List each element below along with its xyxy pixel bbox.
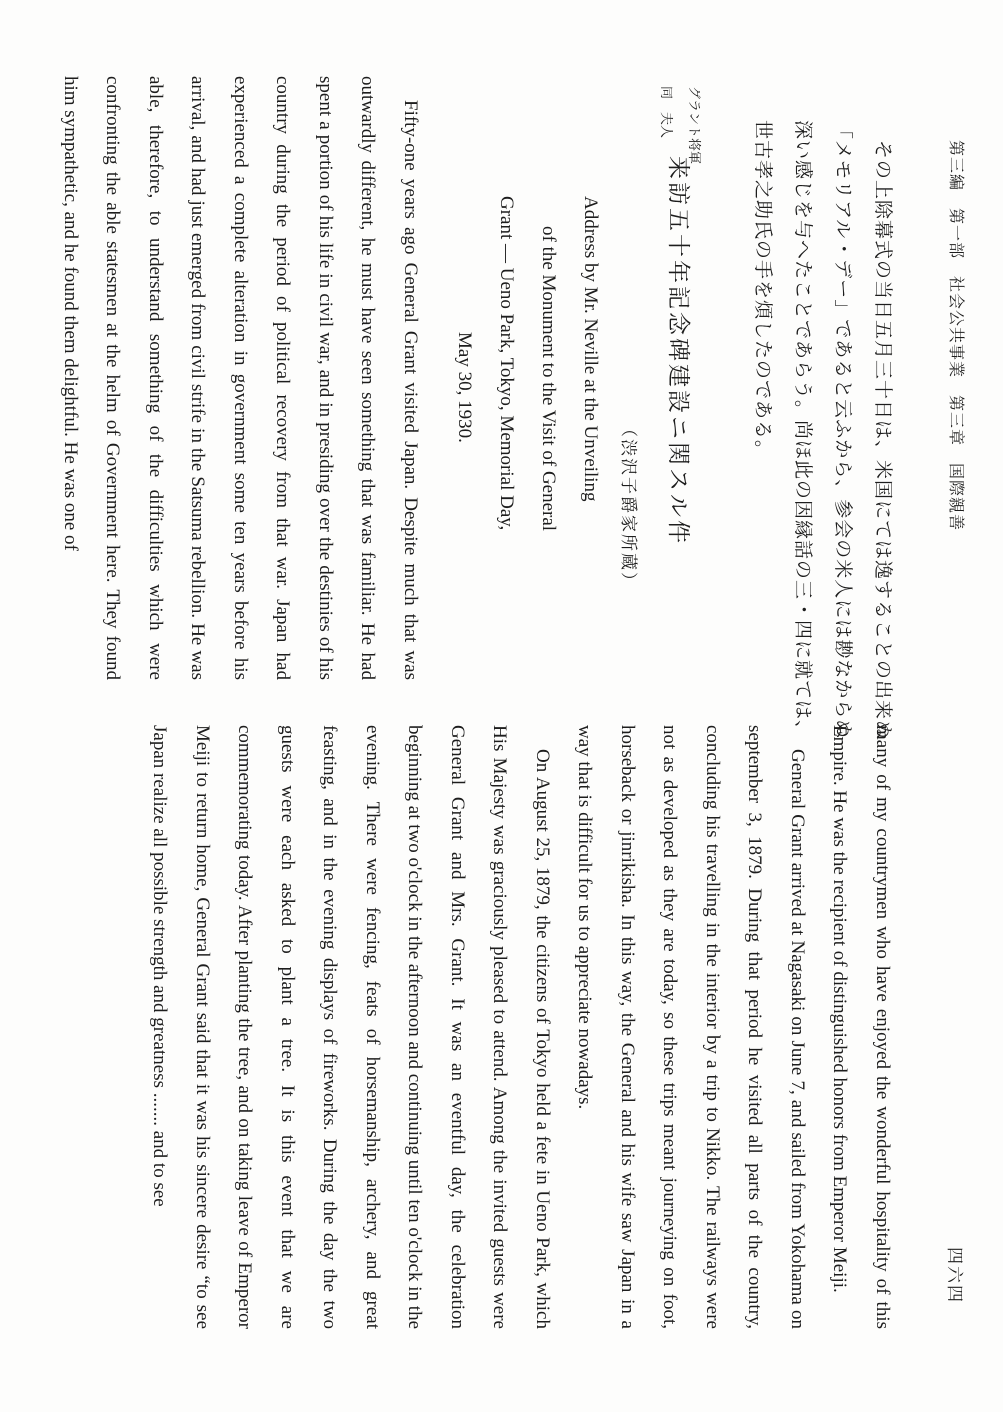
- english-title-line: of the Monument to the Visit of General: [538, 226, 559, 532]
- running-header: 第三編 第一部 社会公共事業 第三章 国際親善: [947, 140, 966, 532]
- body-paragraph: Fifty-one years ago General Grant visited Japan. Despite much that was outwardly different, he must have seen something that was familiar. He had spent a portion of his life in civil war, and in presiding over the destinies of his country during the period of political recovery from that war. Japan had experienced a complete alteration in government some ten years before his arrival, and had just emerged from civil strife in the Satsuma rebellion. He was able, therefore, to understand something of the difficulties which were confronting the able statesmen at the helm of Government here. They found him sympathetic, and he found them delightful. He was one of: [60, 76, 421, 680]
- english-title: [443, 196, 611, 656]
- intro-paragraph-jp: [743, 120, 903, 741]
- body-column-right: [138, 725, 903, 1329]
- intro-line: 深い感じを与へたことであらう。尚ほ此の因縁話の三・四に就ては、: [792, 120, 814, 741]
- document-title: 来訪五十年記念碑建設ニ関スル件: [665, 156, 691, 546]
- title-label-wife: 同 夫人: [658, 86, 673, 139]
- intro-line: 「メモリアル・デー」であると云ふから、参会の米人には尠なからぬ: [832, 120, 854, 740]
- english-title-line: May 30, 1930.: [454, 332, 475, 443]
- title-label-general: グラント将軍: [686, 86, 701, 165]
- body-column-left: [49, 76, 432, 680]
- body-paragraph: General Grant arrived at Nagasaki on June 7, and sailed from Yokohama on september 3, 1879. During that period he visited all parts of the country, concluding his travelling in the interior by a trip to Nikko. The railways were not as developed as they are today, so these trips meant journeying on foot, horseback or jinrikisha. In this way, the General and his wife saw Japan in a way that is difficult for us to appreciate nowadays.: [574, 725, 808, 1329]
- intro-line: その上除幕式の当日五月三十日は、米国にては逸することの出来ぬ: [872, 140, 894, 741]
- intro-line: 世古孝之助氏の手を煩したのである。: [752, 120, 774, 461]
- body-paragraph: On August 25, 1879, the citizens of Tokyo held a fete in Ueno Park, which His Majesty was graciously pleased to attend. Among the invited guests were General Grant and Mrs. Grant. It was an eventful day, the celebration beginning at two o'clock in the afternoon and continuing until ten o'clock in the evening. There were fencing, feats of horsemanship, archery, and great feasting, and in the evening displays of fireworks. During the day the two guests were each asked to plant a tree. It is this event that we are commemorating today. After planting the tree, and on taking leave of Emperor Meiji to return home, General Grant said that it was his sincere desire “to see Japan realize all possible strength and greatness ....... and to see: [149, 725, 553, 1329]
- page-number: 四六四: [944, 1247, 964, 1304]
- source-note: （渋沢子爵家所蔵）: [618, 420, 638, 591]
- english-title-line: Address by Mr. Neville at the Unveiling: [580, 196, 601, 502]
- body-paragraph: many of my countrymen who have enjoyed the wonderful hospitality of this Empire. He was the recipient of distinguished honors from Emperor Meiji.: [829, 725, 893, 1329]
- english-title-line: Grant — Ueno Park, Tokyo, Memorial Day,: [496, 196, 517, 531]
